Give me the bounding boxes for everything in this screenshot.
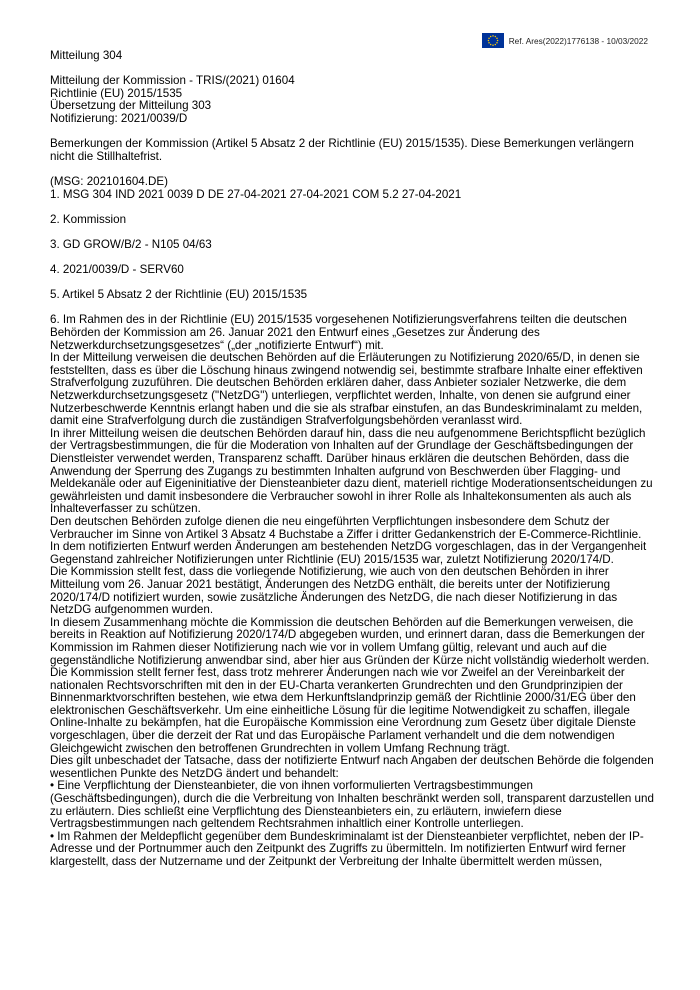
body-paragraph: Die Kommission stellt fest, dass die vorliegende Notifizierung, wie auch von den deutschen Behörden in ihrer Mitteilung vom 26. Januar 2021 bestätigt, Änderungen des NetzDG enthält, die bereits unter der Notifizierung 2020/174/D notifiziert wurden, sowie zusätzliche Änderungen des NetzDG, die nach dieser Notifizierung in das NetzDG aufgenommen wurden.: [50, 565, 618, 617]
reference-text: Ref. Ares(2022)1776138 - 10/03/2022: [508, 35, 648, 46]
flag-star: [497, 40, 499, 42]
body-paragraph: In der Mitteilung verweisen die deutschen Behörden auf die Erläuterungen zu Notifizierung 2020/65/D, in denen sie feststellten, dass es über die Löschung hinaus zwingend notwendig sei, bestimmte strafbare Inhalte einer effektiven Strafverfolgung zuzuführen. Die deutschen Behörden erklären daher, dass Anbieter sozialer Netzwerke, die dem Netzwerkdurchsetzungsgesetz ("NetzDG") unterliegen, verpflichtet werden, Inhalte, von denen sie aufgrund einer Nutzerbeschwerde Kenntnis erlangt haben und die sie als strafbar einstufen, an das Bundeskriminalamt zu melden, damit eine Strafverfolgung durch die zuständigen Strafverfolgungsbehörden veranlasst wird.: [50, 351, 643, 428]
flag-star: [492, 44, 494, 46]
flag-star: [496, 42, 498, 44]
bullet-item: • Eine Verpflichtung der Diensteanbieter, die von ihnen vorformulierten Vertragsbestimmungen (Geschäftsbedingungen), durch die die Verbreitung von Inhalten beschränkt werden soll, transparent darzustellen und zu erläutern. Dies schließt eine Verpflichtung des Diensteanbieters ein, zu erläutern, inwiefern diese Vertragsbestimmungen nach geltendem Rechtsrahmen inhaltlich einer Kontrolle unterliegen.: [50, 779, 654, 831]
flag-star: [490, 44, 492, 46]
meta-line: Übersetzung der Mitteilung 303: [50, 99, 212, 113]
document-title: Mitteilung 304: [50, 49, 123, 62]
flag-star: [496, 37, 498, 39]
item-5: 5. Artikel 5 Absatz 2 der Richtlinie (EU) 2015/1535: [50, 288, 308, 302]
item-4: 4. 2021/0039/D - SERV60: [50, 263, 184, 277]
flag-star: [490, 36, 492, 38]
document-reference: [482, 33, 648, 48]
body-paragraph: In diesem Zusammenhang möchte die Kommission die deutschen Behörden auf die Bemerkungen verweisen, die bereits in Reaktion auf Notifizierung 2020/174/D abgegeben wurden, und erinnert daran, dass die Bemerkungen der Kommission im Rahmen dieser Notifizierung nach wie vor in vollem Umfang gültig, relevant und auch auf die gegenständliche Notifizierung anwendbar sind, aber hier aus Gründen der Kürze nicht vollständig wiederholt werden.: [50, 615, 650, 667]
body-paragraph: In ihrer Mitteilung weisen die deutschen Behörden darauf hin, dass die neu aufgenommene Berichtspflicht bezüglich der Vertragsbestimmungen, die für die Moderation von Inhalten auf der Grundlage der Geschäftsbedingungen der Dienstleister verwendet werden, Transparenz schafft. Darüber hinaus erklären die deutschen Behörden, dass die Anwendung der Sperrung des Zugangs zu bestimmten Inhalten aufgrund von Beschwerden über Flagging- und Meldekanäle oder auf Eigeninitiative der Diensteanbieter dazu dient, materiell richtige Moderationsentscheidungen zu gewährleisten und damit insbesondere die Verbraucher sowohl in ihrer Rolle als Inhaltekonsumenten als auch als Inhalteverfasser zu schützen.: [50, 426, 653, 516]
body-paragraph: 6. Im Rahmen des in der Richtlinie (EU) 2015/1535 vorgesehenen Notifizierungsverfahrens teilten die deutschen Behörden der Kommission am 26. Januar 2021 den Entwurf eines „Gesetzes zur Änderung des Netzwerkdurchsetzungsgesetzes“ („der „notifizierte Entwurf“) mit.: [50, 313, 627, 352]
body-paragraph: Dies gilt unbeschadet der Tatsache, dass der notifizierte Entwurf nach Angaben der deutschen Behörde die folgenden wesentlichen Punkte des NetzDG ändert und behandelt:: [50, 754, 654, 780]
meta-line: Richtlinie (EU) 2015/1535: [50, 86, 183, 100]
flag-star: [494, 36, 496, 38]
flag-star: [487, 40, 489, 42]
remark-paragraph: Bemerkungen der Kommission (Artikel 5 Absatz 2 der Richtlinie (EU) 2015/1535). Diese Bemerkungen verlängern nicht die Stillhaltefrist.: [50, 137, 634, 163]
document-body: [50, 50, 655, 869]
body-paragraph: In dem notifizierten Entwurf werden Änderungen am bestehenden NetzDG vorgeschlagen, das in der Vergangenheit Gegenstand zahlreicher Notifizierungen unter Richtlinie (EU) 2015/1535 war, zuletzt Notifizierung 2020/174/D.: [50, 540, 647, 566]
flag-star: [488, 37, 490, 39]
flag-star: [494, 44, 496, 46]
item-3: 3. GD GROW/B/2 - N105 04/63: [50, 237, 212, 251]
meta-line: Mitteilung der Kommission - TRIS/(2021) 01604: [50, 74, 295, 88]
eu-flag-icon: [482, 33, 504, 48]
bullet-item: • Im Rahmen der Meldepflicht gegenüber dem Bundeskriminalamt ist der Diensteanbieter verpflichtet, neben der IP-Adresse und der Portnummer auch den Zeitpunkt des Zugriffs zu übermitteln. Im notifizierten Entwurf wird ferner klargestellt, dass der Nutzername und der Zeitpunkt der Verbreitung der Inhalte übermittelt werden müssen,: [50, 829, 644, 868]
item-2: 2. Kommission: [50, 212, 127, 226]
body-paragraph: Die Kommission stellt ferner fest, dass trotz mehrerer Änderungen nach wie vor Zweifel an der Vereinbarkeit der nationalen Rechtsvorschriften mit den in der EU-Charta verankerten Grundrechten und den Grundprinzipien der Binnenmarktvorschriften bestehen, wie etwa dem Herkunftslandprinzip gemäß der Richtlinie 2000/31/EG über den elektronischen Geschäftsverkehr. Um eine einheitliche Lösung für die legitime Notwendigkeit zu schaffen, illegale Online-Inhalte zu bekämpfen, hat die Europäische Kommission eine Verordnung zum Gesetz über digitale Dienste vorgeschlagen, über die derzeit der Rat und das Europäische Parlament verhandelt und die dem notwendigen Gleichgewicht zwischen den betroffenen Grundrechten in vollem Umfang Rechnung trägt.: [50, 666, 636, 755]
item-1: 1. MSG 304 IND 2021 0039 D DE 27-04-2021 27-04-2021 COM 5.2 27-04-2021: [50, 187, 462, 201]
flag-star: [492, 35, 494, 37]
msg-id: (MSG: 202101604.DE): [50, 174, 168, 188]
body-paragraph: Den deutschen Behörden zufolge dienen die neu eingeführten Verpflichtungen insbesondere dem Schutz der Verbraucher im Sinne von Artikel 3 Absatz 4 Buchstabe a Ziffer i dritter Gedankenstrich der E-Commerce-Richtlinie.: [50, 514, 642, 541]
flag-star: [488, 42, 490, 44]
meta-line: Notifizierung: 2021/0039/D: [50, 111, 188, 125]
